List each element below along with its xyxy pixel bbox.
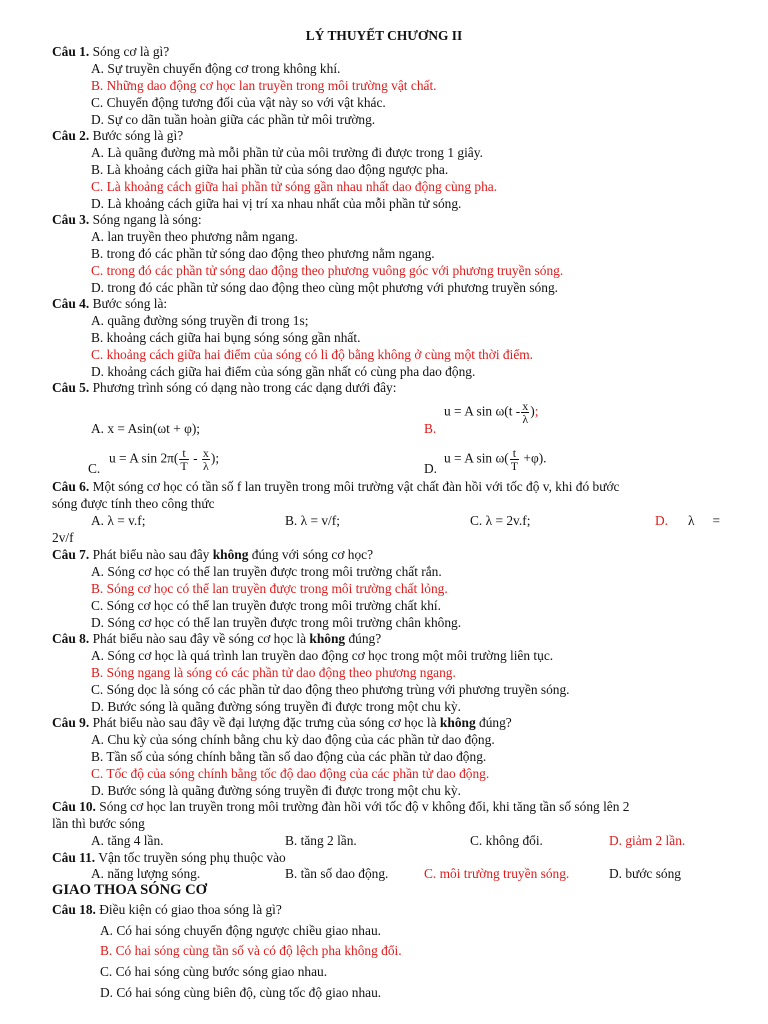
fraction xyxy=(179,447,188,472)
question-label: Câu 8. xyxy=(52,631,90,646)
formula-text: +φ) xyxy=(520,450,544,466)
denominator: λ xyxy=(202,459,209,473)
q9-option-b: B. Tần số của sóng chính bằng tần số dao động của các phần tử dao động. xyxy=(91,749,487,764)
question-7 xyxy=(52,547,373,563)
q5-option-c-label: C. xyxy=(88,461,101,476)
emphasis: không xyxy=(439,715,476,730)
q6-option-d-cont: 2v/f xyxy=(52,530,74,545)
question-10-cont: lần thì bước sóng xyxy=(52,816,145,831)
q10-option-c: C. không đổi. xyxy=(470,833,543,848)
formula-text: ) xyxy=(530,403,535,419)
question-text: Điều kiện có giao thoa sóng là gì? xyxy=(95,902,282,917)
q2-option-c: C. Là khoảng cách giữa hai phần tử sóng gần nhau nhất dao động cùng pha. xyxy=(91,179,498,194)
q18-option-c: C. Có hai sóng cùng bước sóng giao nhau. xyxy=(100,964,328,979)
question-text: Phát biểu nào sau đây xyxy=(89,547,213,562)
formula-end: ; xyxy=(215,450,220,466)
question-text: Một sóng cơ học có tần số f lan truyền trong môi trường vật chất đàn hồi với tốc độ v, khi đó bước xyxy=(89,479,620,494)
q8-option-a: A. Sóng cơ học là quá trình lan truyền dao động cơ học trong một môi trường liên tục. xyxy=(91,648,554,663)
q4-option-a: A. quãng đường sóng truyền đi trong 1s; xyxy=(91,313,309,328)
question-text: đúng? xyxy=(345,631,382,646)
q4-option-b: B. khoảng cách giữa hai bụng sóng sóng gần nhất. xyxy=(91,330,361,345)
q18-option-b: B. Có hai sóng cùng tần số và có độ lệch pha không đổi. xyxy=(100,943,402,958)
question-text: Phương trình sóng có dạng nào trong các dạng dưới đây: xyxy=(89,380,397,395)
denominator: T xyxy=(510,459,519,473)
question-text: đúng? xyxy=(475,715,512,730)
q3-option-a: A. lan truyền theo phương nằm ngang. xyxy=(91,229,298,244)
q11-option-c: C. môi trường truyền sóng. xyxy=(424,866,570,881)
q7-option-b: B. Sóng cơ học có thể lan truyền được trong môi trường chất lỏng. xyxy=(91,581,448,596)
formula-text: u = A sin ω(t - xyxy=(444,403,521,419)
question-5 xyxy=(52,380,396,396)
q5-option-a: A. x = Asin(ωt + φ); xyxy=(91,421,201,436)
q7-option-c: C. Sóng cơ học có thể lan truyền được trong môi trường chất khí. xyxy=(91,598,442,613)
q8-option-b: B. Sóng ngang là sóng có các phần tử dao động theo phương ngang. xyxy=(91,665,456,680)
q6-option-d: D. λ = xyxy=(655,513,721,528)
numerator: t xyxy=(510,447,519,460)
question-text: đúng với sóng cơ học? xyxy=(248,547,374,562)
question-8 xyxy=(52,631,381,647)
q9-option-c: C. Tốc độ của sóng chính bằng tốc độ dao động của các phần tử dao động. xyxy=(91,766,490,781)
question-text: Vận tốc truyền sóng phụ thuộc vào xyxy=(95,850,286,865)
numerator: x xyxy=(202,446,209,460)
denominator: T xyxy=(180,459,188,473)
question-label: Câu 1. xyxy=(52,44,90,59)
question-text: Bước sóng là gì? xyxy=(89,128,184,143)
question-3 xyxy=(52,212,202,228)
fraction xyxy=(510,447,519,472)
q1-option-a: A. Sự truyền chuyển động cơ trong không khí. xyxy=(91,61,341,76)
question-text: Phát biểu nào sau đây về đại lượng đặc trưng của sóng cơ học là xyxy=(89,715,440,730)
q3-option-d: D. trong đó các phần tử sóng dao động theo cùng một phương với phương truyền sóng. xyxy=(91,280,558,295)
q5-option-b-formula xyxy=(444,400,538,425)
question-label: Câu 7. xyxy=(52,547,90,562)
formula-text: - xyxy=(189,450,201,466)
q2-option-a: A. Là quãng đường mà mỗi phần tử của môi trường đi được trong 1 giây. xyxy=(91,145,483,160)
question-label: Câu 6. xyxy=(52,479,90,494)
q2-option-d: D. Là khoảng cách giữa hai vị trí xa nhau nhất của mỗi phần tử sóng. xyxy=(91,196,462,211)
q10-option-a: A. tăng 4 lần. xyxy=(91,833,164,848)
page-title: LÝ THUYẾT CHƯƠNG II xyxy=(305,28,463,43)
q9-option-d: D. Bước sóng là quãng đường sóng truyền đi được trong một chu kỳ. xyxy=(91,783,461,798)
question-10 xyxy=(52,799,629,815)
q8-option-c: C. Sóng dọc là sóng có các phần tử dao động theo phương trùng với phương truyền sóng. xyxy=(91,682,570,697)
q18-option-a: A. Có hai sóng chuyển động ngược chiều giao nhau. xyxy=(100,923,381,938)
q9-option-a: A. Chu kỳ của sóng chính bằng chu kỳ dao động của các phần tử dao động. xyxy=(91,732,495,747)
formula-text: u = A sin 2π( xyxy=(109,450,179,466)
question-11 xyxy=(52,850,286,866)
q8-option-d: D. Bước sóng là quãng đường sóng truyền đi được trong một chu kỳ. xyxy=(91,699,461,714)
question-text: Sóng ngang là sóng: xyxy=(89,212,202,227)
q6-option-b: B. λ = v/f; xyxy=(285,513,340,528)
q1-option-c: C. Chuyển động tương đối của vật này so với vật khác. xyxy=(91,95,386,110)
emphasis: không xyxy=(309,631,346,646)
numerator: x xyxy=(522,399,529,413)
question-2 xyxy=(52,128,183,144)
question-label: Câu 4. xyxy=(52,296,90,311)
q4-option-d: D. khoảng cách giữa hai điểm của sóng gần nhất có cùng pha dao động. xyxy=(91,364,476,379)
question-label: Câu 11. xyxy=(52,850,96,865)
q6-option-c: C. λ = 2v.f; xyxy=(470,513,531,528)
question-text: Sóng cơ học lan truyền trong môi trường đàn hồi với tốc độ v không đổi, khi tăng tần số sóng lên 2 xyxy=(95,799,630,814)
question-18 xyxy=(52,902,282,918)
q5-option-c-formula xyxy=(109,447,219,472)
question-1 xyxy=(52,44,169,60)
emphasis: không xyxy=(212,547,249,562)
question-label: Câu 18. xyxy=(52,902,96,917)
question-text: Bước sóng là: xyxy=(89,296,168,311)
q3-option-c: C. trong đó các phần tử sóng dao động theo phương vuông góc với phương truyền sóng. xyxy=(91,263,564,278)
numerator: t xyxy=(179,447,188,460)
q11-option-a: A. năng lượng sóng. xyxy=(91,866,201,881)
question-6-cont: sóng được tính theo công thức xyxy=(52,496,215,511)
question-4 xyxy=(52,296,167,312)
q3-option-b: B. trong đó các phần tử sóng dao động theo phương nằm ngang. xyxy=(91,246,435,261)
q10-option-d: D. giảm 2 lần. xyxy=(609,833,686,848)
question-label: Câu 10. xyxy=(52,799,96,814)
question-text: Phát biểu nào sau đây về sóng cơ học là xyxy=(89,631,310,646)
q4-option-c: C. khoảng cách giữa hai điểm của sóng có li độ bằng không ở cùng một thời điểm. xyxy=(91,347,534,362)
section-heading: GIAO THOA SÓNG CƠ xyxy=(52,882,208,898)
q7-option-d: D. Sóng cơ học có thể lan truyền được trong môi trường chân không. xyxy=(91,615,462,630)
option-label: D. xyxy=(655,513,669,528)
question-label: Câu 2. xyxy=(52,128,90,143)
fraction xyxy=(521,400,529,425)
q5-option-b-label: B. xyxy=(424,421,437,436)
q10-option-b: B. tăng 2 lần. xyxy=(285,833,357,848)
formula-end: . xyxy=(543,450,547,466)
question-9 xyxy=(52,715,512,731)
question-label: Câu 9. xyxy=(52,715,90,730)
formula-text: u = A sin ω( xyxy=(444,450,509,466)
q11-option-d: D. bước sóng xyxy=(609,866,681,881)
q11-option-b: B. tần số dao động. xyxy=(285,866,389,881)
q5-option-d-formula xyxy=(444,447,547,472)
q1-option-b: B. Những dao động cơ học lan truyền trong môi trường vật chất. xyxy=(91,78,437,93)
q6-option-a: A. λ = v.f; xyxy=(91,513,146,528)
question-label: Câu 3. xyxy=(52,212,90,227)
question-6 xyxy=(52,479,619,495)
q2-option-b: B. Là khoảng cách giữa hai phần tử của sóng dao động ngược pha. xyxy=(91,162,449,177)
formula-end: ; xyxy=(534,403,539,419)
q1-option-d: D. Sự co dãn tuần hoàn giữa các phần tử môi trường. xyxy=(91,112,376,127)
q18-option-d: D. Có hai sóng cùng biên độ, cùng tốc độ giao nhau. xyxy=(100,985,382,1000)
formula-text: ) xyxy=(210,450,216,466)
fraction xyxy=(202,447,210,472)
question-label: Câu 5. xyxy=(52,380,90,395)
denominator: λ xyxy=(522,412,529,426)
q5-option-d-label: D. xyxy=(424,461,438,476)
question-text: Sóng cơ là gì? xyxy=(89,44,170,59)
q7-option-a: A. Sóng cơ học có thể lan truyền được trong môi trường chất rắn. xyxy=(91,564,442,579)
